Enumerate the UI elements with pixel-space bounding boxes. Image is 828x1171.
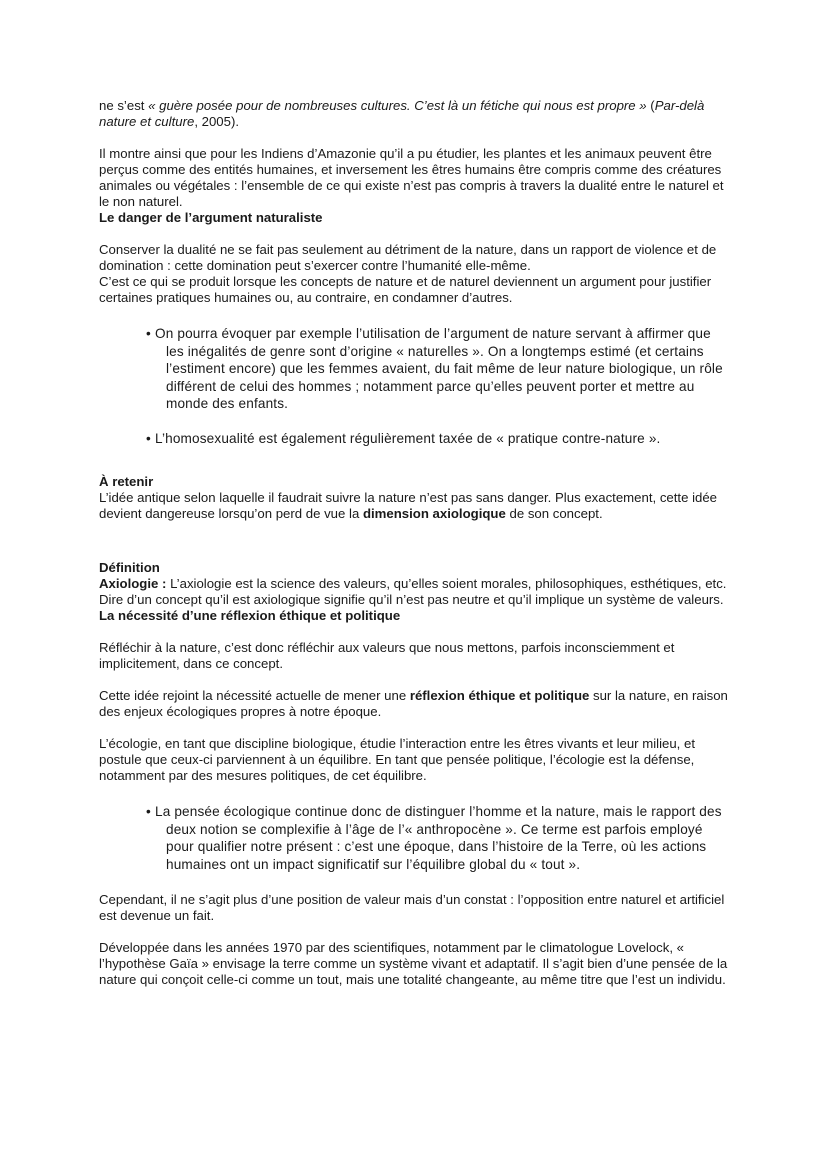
bullet-list-ecology: [99, 803, 731, 873]
bullet-icon: •: [146, 804, 151, 819]
document-page: [99, 98, 731, 988]
section-heading-ethics: La nécessité d’une réflexion éthique et politique: [99, 608, 401, 623]
emphasis-text: réflexion éthique et politique: [409, 688, 590, 703]
section2-paragraph-2: [99, 688, 731, 720]
spacer: [99, 924, 731, 940]
spacer: [99, 447, 731, 474]
quote-text: « guère posée pour de nombreuses cultures. C’est là un fétiche qui nous est propre »: [148, 98, 647, 113]
spacer: [99, 130, 731, 146]
definition-term: Axiologie :: [99, 576, 167, 591]
spacer: [99, 672, 731, 688]
emphasis-text: dimension axiologique: [362, 506, 506, 521]
text-run: (: [646, 98, 655, 113]
list-item-text: L’homosexualité est également régulièrement taxée de « pratique contre-nature ».: [155, 430, 661, 446]
definition-text: [99, 576, 731, 608]
spacer: [99, 306, 731, 325]
section2-paragraph-4: Cependant, il ne s’agit plus d’une position de valeur mais d’un constat : l’opposition entre naturel et artificiel est devenue un fait.: [99, 892, 725, 923]
intro-paragraph-2: Il montre ainsi que pour les Indiens d’Amazonie qu’il a pu étudier, les plantes et les animaux peuvent être perçus comme des entités humaines, et inversement les êtres humains être compris comme des créatures animales ou végétales : l’ensemble de ce qui existe n’est pas compris à travers la dualité entre le naturel et le non naturel.: [99, 146, 724, 209]
list-item: [99, 803, 731, 873]
retenir-text: [99, 490, 731, 522]
text-run: Cette idée rejoint la nécessité actuelle de mener une: [99, 688, 410, 703]
intro-paragraph-1: [99, 98, 731, 130]
definition-heading: Définition: [99, 560, 160, 575]
section2-paragraph-1: Réfléchir à la nature, c’est donc réfléchir aux valeurs que nous mettons, parfois inconsciemment et implicitement, dans ce concept.: [99, 640, 675, 671]
section2-paragraph-3: L’écologie, en tant que discipline biologique, étudie l’interaction entre les êtres vivants et leur milieu, et postule que ceux-ci parviennent à un équilibre. En tant que pensée politique, l’écologie est la défense, notamment par des mesures politiques, de cet équilibre.: [99, 736, 695, 783]
text-run: , 2005).: [194, 114, 240, 129]
list-item-text: La pensée écologique continue donc de distinguer l’homme et la nature, mais le rapport des deux notion se complexifie à l’âge de l’« anthropocène ». Ce terme est parfois employé pour qualifier notre présent : c’est une époque, dans l’histoire de la Terre, où les actions humaines ont un impact significatif sur l’équilibre global du « tout ».: [155, 804, 722, 872]
list-item-text: On pourra évoquer par exemple l’utilisation de l’argument de nature servant à affirmer que les inégalités de genre sont d’origine « naturelles ». On a longtemps estimé (et certains l’estiment encore) que les femmes avaient, du fait même de leur nature biologique, un rôle différent de celui des hommes ; notamment parce qu’elles peuvent porter et mettre au monde des enfants.: [155, 326, 723, 411]
bullet-icon: •: [146, 430, 151, 446]
text-run: L’idée antique selon laquelle il faudrait suivre la nature n’est pas sans danger. Plus exactement, cette idée devient dangereuse lorsqu’on perd de vue la: [99, 490, 718, 521]
section-heading-danger: Le danger de l’argument naturaliste: [99, 210, 323, 225]
text-run: L’axiologie est la science des valeurs, qu’elles soient morales, philosophiques, esthétiques, etc. Dire d’un concept qu’il est axiologique signifie qu’il n’est pas neutre et qu’il implique un système de valeurs.: [99, 576, 727, 607]
section1-paragraph-2: C’est ce qui se produit lorsque les concepts de nature et de naturel deviennent un argument pour justifier certaines pratiques humaines ou, au contraire, en condamner d’autres.: [99, 274, 712, 305]
spacer: [99, 226, 731, 242]
spacer: [99, 873, 731, 892]
section2-paragraph-5: Développée dans les années 1970 par des scientifiques, notamment par le climatologue Lovelock, « l’hypothèse Gaïa » envisage la terre comme un système vivant et adaptatif. Il s’agit bien d’une pensée de la nature qui conçoit celle-ci comme un tout, mais une totalité changeante, au même titre que l’est un individu.: [99, 940, 728, 987]
book-title: Par-delà nature et culture: [99, 98, 705, 129]
list-item: [99, 325, 731, 413]
bullet-list-naturalist: [99, 325, 731, 447]
spacer: [99, 522, 731, 560]
text-run: ne s’est: [99, 98, 149, 113]
bullet-icon: •: [146, 326, 151, 341]
text-run: sur la nature, en raison des enjeux écologiques propres à notre époque.: [99, 688, 728, 719]
list-item: [99, 430, 731, 448]
spacer: [99, 784, 731, 803]
spacer: [99, 720, 731, 736]
retenir-heading: À retenir: [99, 474, 154, 489]
spacer: [99, 624, 731, 640]
text-run: de son concept.: [505, 506, 603, 521]
section1-paragraph-1: Conserver la dualité ne se fait pas seulement au détriment de la nature, dans un rapport de violence et de domination : cette domination peut s’exercer contre l’humanité elle-même.: [99, 242, 717, 273]
